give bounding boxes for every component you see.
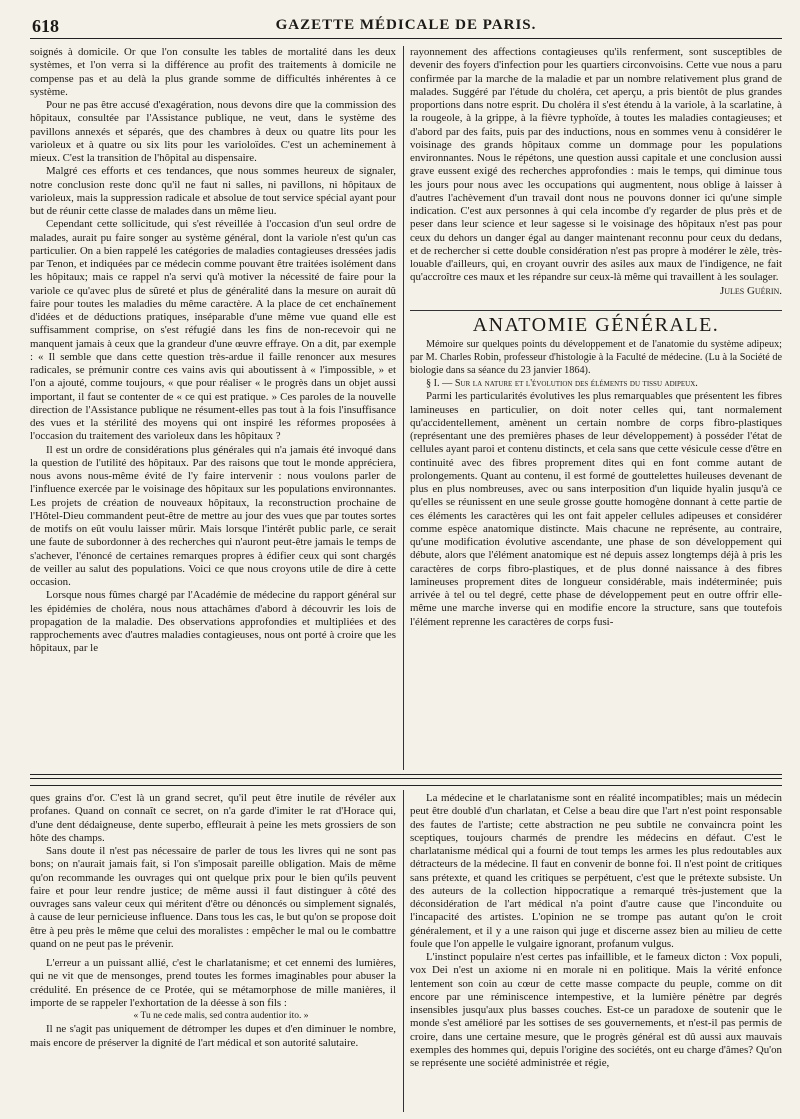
column-bottom-right: [410, 792, 782, 1112]
subsection-heading: § I. — Sur la nature et l'évolution des éléments du tissu adipeux.: [426, 378, 698, 389]
separator-rule: [30, 785, 782, 786]
paragraph: Parmi les particularités évolutives les plus remarquables que présentent les fibres lamineuses en particulier, on doit noter celles qui, tant normalement qu'accidentellement, amènent un certain nombre de corps fibro-plastiques (représentant une des premières phases de leur développement) à posséder l'état de cellules ayant paroi et contenu distincts, et cela sans que cette vésicule cesse d'être en continuité avec des fibres proprement dites qui en font comme autant de prolongements. Quant au contenu, il est formé de gouttelettes huileuses devenant de plus en plus nombreuses, avec ou sans interposition d'un liquide hyalin jusqu'à ce qu'elles se réunissent en une seule grosse goutte homogène donnant à cette partie de ces éléments les caractères qui les ont fait appeler cellules adipeuses et considérer comme espèce anatomique distincte. Mais chacune ne représente, au contraire, qu'une modification évolutive ascendante, une phase de son développement qui débute, alors que l'élément anatomique est né depuis assez longtemps déjà à pris les caractères de corps fibro-plastiques, et de plus donné naissance à des fibres lamineuses proprement dites de longueur considérable, mais indéterminée; puis arrivée à tel ou tel degré, cette phase de développement peut en outre offrir elle-même une marche inverse qui en modifie encore la structure, sans que toutefois l'élément reprenne les caractères de corps fusi-: [410, 390, 782, 628]
latin-quote: « Tu ne cede malis, sed contra audentior ito. »: [133, 1011, 309, 1021]
paragraph: ques grains d'or. C'est là un grand secret, qu'il peut être inutile de révéler aux profanes. Quand on connaît ce secret, on n'a garde d'imiter le rat d'Horace qui, d'une dent dédaigneuse, dente superbo, effleurait à peine les mets grossiers de son hôte des champs.: [30, 792, 396, 844]
paragraph: Lorsque nous fûmes chargé par l'Académie de médecine du rapport général sur les épidémies de choléra, nous nous attachâmes d'abord à découvrir les lois de propagation de la maladie. Des observations approfondies et multipliées et des rapprochements avec d'autres maladies contagieuses, nous ont porté à croire que les hôpitaux, par le: [30, 589, 396, 655]
column-divider: [403, 790, 404, 1112]
page-header: [30, 14, 782, 39]
paragraph: Il est un ordre de considérations plus générales qui n'a jamais été invoqué dans la question de l'utilité des hôpitaux. Par des raisons que tout le monde appréciera, nous avons nous-même évité de l'y faire intervenir : nous voulons parler de l'influence exercée par le voisinage des hôpitaux sur les populations environnantes. Les projets de création de nouveaux hôpitaux, la reconstruction prochaine de l'Hôtel-Dieu commandent peut-être de mettre au jour des vues que par toutes sortes de motifs on eût voulu laisser mûrir. Mais lorsque l'intérêt public parle, ce serait une faute de subordonner à des recherches qui n'auront peut-être jamais le temps de s'achever, l'énoncé de certaines remarques propres à édifier ceux qui sont chargés de veiller au salut des populations. Voici ce que nous croyons utile de dire à cette occasion.: [30, 443, 396, 588]
section-title: ANATOMIE GÉNÉRALE.: [410, 310, 782, 332]
paragraph: L'instinct populaire n'est certes pas infaillible, et le fameux dicton : Vox populi, vox Dei n'est un axiome ni en morale ni en politique. Mais la vérité enfonce lentement son coin au cœur de cette masse compacte du peuple, comme on dit encore par une réminiscence intempestive, et la lumière pénètre par degrés insensibles jusqu'aux plus basses couches. Est-ce un paradoxe de soutenir que le monde s'est amélioré par les sottises de ses gouvernements, et n'est-il pas permis de croire, dans une certaine mesure, que le progrès général est dû aussi aux mauvais exemples des hommes qui, depuis l'origine des sociétés, ont eu charge d'âmes? Qu'on se représente une société administrée et régie,: [410, 951, 782, 1069]
signature: Jules Guérin.: [720, 284, 782, 297]
paragraph: Pour ne pas être accusé d'exagération, nous devons dire que la commission des hôpitaux, consultée par l'Assistance publique, ne veut, dans le système des pavillons annexés et séparés, que des chambres à deux ou quatre lits pour les varioleux et à quatre ou six lits pour les varioloïdes. C'est un acheminement à mieux. C'est la transition de l'hôpital au dispensaire.: [30, 99, 396, 164]
separator-rule: [30, 774, 782, 775]
paragraph: Malgré ces efforts et ces tendances, que nous sommes heureux de signaler, notre conclusion reste donc qu'il ne faut ni salles, ni pavillons, ni hôpitaux de varioleux, mais la suppression radicale et absolue de tout service spécial ayant pour but de réunir cette classe de malades dans un même lieu.: [30, 165, 396, 217]
paragraph: L'erreur a un puissant allié, c'est le charlatanisme; et cet ennemi des lumières, qui ne vit que de mensonges, prend toutes les formes imaginables pour abuser la crédulité. En présence de ce Protée, qui se métamorphose de mille manières, il importe de se rappeler l'exhortation de la déesse à son fils :: [30, 957, 396, 1009]
column-top-left: [30, 46, 396, 768]
paragraph: rayonnement des affections contagieuses qu'ils renferment, sont susceptibles de devenir des foyers d'infection pour les quartiers circonvoisins. Cette vue nous a paru confirmée par la marche de la maladie et par un nombre relativement plus grand de malades. Suggéré par l'étude du choléra, cet aperçu, a pris bientôt de plus grandes proportions dans notre esprit. Du choléra il s'est étendu à la variole, à la scarlatine, à la rougeole, à la grippe, à la fièvre typhoïde, à toutes les maladies contagieuses; et d'abord par des faits, puis par des inductions, nous en sommes venu à considérer le voisinage des grands hôpitaux comme un dommage pour les populations environnantes. Nous le répétons, une question aussi capitale et une conclusion aussi grave eussent exigé des recherches approfondies : mais le temps, qui diminue tous les jours pour nous avec les occupations qui augmentent, nous oblige à laisser à d'autres l'achèvement d'un travail dont nous ne pouvons donner ici qu'une simple indication. C'est aux personnes à qui cela incombe d'y regarder de plus près et de peser dans leur science et leur sagesse si le voisinage des hôpitaux n'est pas pour ceux du dehors un danger égal au danger maintenant reconnu pour ceux du dedans, et de rechercher si cette double considération n'est pas propre à modérer le zèle, très-louable d'ailleurs, qui, en croyant ouvrir des asiles aux maux de l'indigence, ne fait qu'accroître ces maux et les répandre sur ceux-là même qui travaillent à les soulager.: [410, 46, 782, 284]
separator-rule: [30, 778, 782, 779]
memoir-heading: Mémoire sur quelques points du développement et de l'anatomie du système adipeux; par M. Charles Robin, professeur d'histologie à la Faculté de médecine. (Lu à la Société de biologie dans sa séance du 23 janvier 1864).: [410, 339, 782, 376]
paragraph: Il ne s'agit pas uniquement de détromper les dupes et d'en diminuer le nombre, mais encore de préserver la dignité de l'art médical et son autorité salutaire.: [30, 1023, 396, 1049]
paragraph: La médecine et le charlatanisme sont en réalité incompatibles; mais un médecin peut être doublé d'un charlatan, et Celse a beau dire que l'art n'est point responsable des fautes de l'artiste; cette abstraction ne peu subtile ne convaincra point les sceptiques, toujours charmés de prendre les médecins en défaut. C'est le charlatanisme médical qui a fourni de tout temps les armes les plus redoutables aux détracteurs de la médecine. Il faut en convenir de bonne foi. Il n'est point de critiques sans prétexte, et quand les critiques se perpétuent, c'est que le prétexte subsiste. Un des auteurs de la collection hippocratique a remarqué très-justement que la déconsidération de l'art médical n'a point d'autre cause que l'inconduite ou l'incapacité des artistes. L'opinion ne se trompe pas autant qu'on le croit généralement, et il y a une raison qui juge et discerne assez bien au milieu de cette foule que l'on appelle le vulgaire ignorant, profanum vulgus.: [410, 792, 782, 950]
page-number: 618: [32, 16, 59, 36]
paragraph: Cependant cette sollicitude, qui s'est réveillée à l'occasion d'un seul ordre de malades, aurait pu faire songer au système général, dont la variole n'est qu'un cas particulier. On a bien rappelé les catégories de maladies contagieuses dressées jadis par Tenon, et indiquées par ce médecin comme pouvant être traitées isolément dans les hôpitaux; mais ce rappel n'a servi qu'à motiver la nécessité de faire pour la variole ce qu'avec plus de sûreté et plus de généralité dans la mesure on aurait dû faire pour toutes les maladies du même caractère. A la place de cet enchaînement d'idées et de déductions pratiques, inséparable d'une même vue quand elle est suffisamment comprise, on s'est réfugié dans les fins de non-recevoir qui ne manquent jamais à ceux que la grandeur d'une œuvre effraye. On a dit, par exemple : « Il semble que dans cette question très-ardue il faille renoncer aux mesures radicales, se prémunir contre ces vains avis qui aboutissent à « l'impossible, » et l'on a ajouté, comme toujours, « que pour réaliser « le progrès dans un objet aussi important, il faut se contenter de « ce qui est pratique. » Ces paroles de la nouvelle direction de l'Assistance publique ne résument-elles pas tout à la fois l'insuffisance des vues et la stérilité des moyens qui ont inspiré les réformes proposées à l'occasion du traitement des varioleux dans les hôpitaux ?: [30, 218, 396, 443]
column-bottom-left: [30, 792, 396, 1112]
paragraph: soignés à domicile. Or que l'on consulte les tables de mortalité dans les deux systèmes, et l'on verra si la différence au profit des traitements à domicile ne compense pas et au delà la plus grande somme de difficultés inhérentes à ce système.: [30, 46, 396, 98]
running-title: GAZETTE MÉDICALE DE PARIS.: [275, 17, 537, 33]
column-divider: [403, 46, 404, 770]
column-top-right: [410, 46, 782, 768]
paragraph: Sans doute il n'est pas nécessaire de parler de tous les livres qui ne sont pas bons; on n'aurait jamais fait, si l'on s'imposait pareille obligation. Mais de même qu'on recommande les ouvrages qui ont quelque prix pour le bien qu'ils peuvent faire et pour leur rendre justice; de même aussi il faut distinguer à côté des ouvrages sans valeur ceux qui méritent d'être ou dénoncés ou simplement signalés, à cause de leur pernicieuse influence. Dans tous les cas, le but qu'on se propose doit être à peu près le même que celui des moralistes : empêcher le mal ou le combattre quand on ne peut pas le prévenir.: [30, 845, 396, 950]
